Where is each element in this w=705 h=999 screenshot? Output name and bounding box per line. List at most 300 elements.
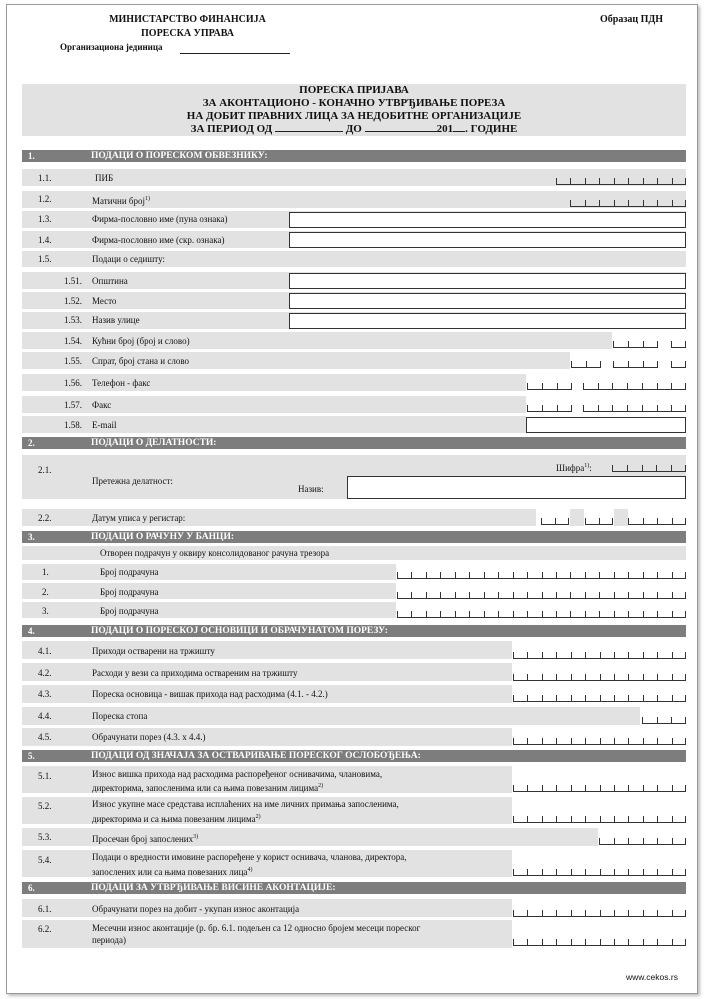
cell-tick bbox=[527, 738, 528, 744]
cell-tick bbox=[672, 738, 673, 744]
cell-tick bbox=[599, 572, 600, 578]
period-to-blank[interactable] bbox=[365, 131, 437, 132]
cell-tick bbox=[598, 405, 599, 411]
cell-tick bbox=[440, 592, 441, 598]
cell-tick bbox=[556, 178, 557, 184]
cell-tick bbox=[571, 652, 572, 658]
row-1-4-num: 1.4. bbox=[38, 235, 52, 245]
cell-tick bbox=[614, 816, 615, 822]
cell-tick bbox=[556, 695, 557, 701]
house-number-cells[interactable] bbox=[613, 337, 658, 348]
cell-tick bbox=[643, 178, 644, 184]
cell-tick bbox=[542, 674, 543, 680]
cell-tick bbox=[542, 611, 543, 617]
floor-cells[interactable] bbox=[571, 357, 601, 368]
row-3-intro-label: Отворен подрачун у оквиру консолидованог рачуна трезора bbox=[100, 548, 330, 558]
cell-tick bbox=[657, 383, 658, 389]
cell-tick bbox=[643, 341, 644, 347]
cell-tick bbox=[657, 674, 658, 680]
cell-tick bbox=[600, 652, 601, 658]
cell-tick bbox=[643, 910, 644, 916]
cell-tick bbox=[657, 592, 658, 598]
cell-tick bbox=[585, 674, 586, 680]
row-4-2-label: Расходи у вези са приходима оствареним на тржишту bbox=[92, 668, 298, 678]
cell-tick bbox=[685, 939, 686, 945]
cell-tick bbox=[527, 572, 528, 578]
cell-tick bbox=[614, 785, 615, 791]
row-1-56-label: Телефон - факс bbox=[92, 378, 151, 388]
cell-tick bbox=[643, 518, 644, 524]
section-3-header: 3. ПОДАЦИ О РАЧУНУ У БАНЦИ: bbox=[22, 531, 686, 543]
cell-tick bbox=[440, 572, 441, 578]
period-to-label: ДО bbox=[345, 123, 362, 135]
cell-tick bbox=[426, 572, 427, 578]
cell-tick bbox=[643, 652, 644, 658]
cell-tick bbox=[397, 572, 398, 578]
cell-tick bbox=[585, 695, 586, 701]
cell-tick bbox=[426, 611, 427, 617]
cell-tick bbox=[513, 738, 514, 744]
row-1-51-num: 1.51. bbox=[64, 276, 82, 286]
reg-date-day-cells[interactable] bbox=[541, 514, 569, 525]
section-1-header: 1. ПОДАЦИ О ПОРЕСКОМ ОБВЕЗНИКУ: bbox=[22, 150, 686, 162]
cell-tick bbox=[657, 405, 658, 411]
cell-tick bbox=[671, 383, 672, 389]
cell-tick bbox=[614, 939, 615, 945]
cell-tick bbox=[542, 695, 543, 701]
reg-date-year-cells[interactable] bbox=[628, 514, 686, 525]
cell-tick bbox=[643, 816, 644, 822]
cell-tick bbox=[527, 405, 528, 411]
cell-tick bbox=[527, 785, 528, 791]
cell-tick bbox=[513, 939, 514, 945]
cell-tick bbox=[614, 869, 615, 875]
cell-tick bbox=[642, 383, 643, 389]
cell-tick bbox=[542, 572, 543, 578]
cell-tick bbox=[600, 869, 601, 875]
activity-code-cells[interactable] bbox=[612, 461, 686, 472]
cell-tick bbox=[628, 838, 629, 844]
cell-tick bbox=[513, 572, 514, 578]
cell-tick bbox=[657, 838, 658, 844]
cell-tick bbox=[571, 361, 572, 367]
section-5-header: 5. ПОДАЦИ ОД ЗНАЧАЈА ЗА ОСТВАРИВАЊЕ ПОРЕСКОГ ОСЛОБОЂЕЊА: bbox=[22, 750, 686, 762]
cell-tick bbox=[527, 674, 528, 680]
cell-tick bbox=[685, 383, 686, 389]
cell-tick bbox=[556, 738, 557, 744]
cell-tick bbox=[657, 939, 658, 945]
row-6-2-num: 6.2. bbox=[38, 924, 52, 934]
cell-tick bbox=[672, 838, 673, 844]
cell-tick bbox=[612, 518, 613, 524]
cell-tick bbox=[685, 405, 686, 411]
cell-tick bbox=[672, 652, 673, 658]
cell-tick bbox=[585, 611, 586, 617]
row-6-2-label-line1: Месечни износ аконтације (р. бр. 6.1. подељен са 12 односно бројем месеци пореског bbox=[92, 923, 421, 933]
cell-tick bbox=[455, 592, 456, 598]
cell-tick bbox=[513, 592, 514, 598]
cell-tick bbox=[657, 652, 658, 658]
row-3-2-label: Број подрачуна bbox=[100, 587, 159, 597]
row-1-58-label: E-mail bbox=[92, 420, 117, 430]
cell-tick bbox=[556, 572, 557, 578]
cell-tick bbox=[614, 838, 615, 844]
cell-tick bbox=[628, 816, 629, 822]
cell-tick bbox=[614, 178, 615, 184]
cell-tick bbox=[556, 785, 557, 791]
cell-tick bbox=[411, 611, 412, 617]
cell-tick bbox=[685, 674, 686, 680]
cell-tick bbox=[484, 611, 485, 617]
place-field[interactable] bbox=[289, 293, 686, 309]
row-1-55-num: 1.55. bbox=[64, 356, 82, 366]
cell-tick bbox=[657, 695, 658, 701]
row-5-3-num: 5.3. bbox=[38, 832, 52, 842]
cell-tick bbox=[672, 869, 673, 875]
row-4-4-label: Пореска стопа bbox=[92, 711, 148, 721]
cell-tick bbox=[585, 200, 586, 206]
cell-tick bbox=[583, 383, 584, 389]
cell-tick bbox=[643, 200, 644, 206]
row-1-2-num: 1.2. bbox=[38, 194, 52, 204]
cell-tick bbox=[600, 939, 601, 945]
cell-tick bbox=[628, 695, 629, 701]
cell-tick bbox=[527, 611, 528, 617]
cell-tick bbox=[657, 200, 658, 206]
cell-tick bbox=[628, 738, 629, 744]
cell-tick bbox=[542, 652, 543, 658]
reg-date-sep-2 bbox=[614, 509, 628, 526]
cell-tick bbox=[556, 869, 557, 875]
row-1-58-num: 1.58. bbox=[64, 420, 82, 430]
cell-tick bbox=[586, 361, 587, 367]
cell-tick bbox=[672, 200, 673, 206]
row-3-1-label: Број подрачуна bbox=[100, 567, 159, 577]
cell-tick bbox=[583, 405, 584, 411]
cell-tick bbox=[556, 592, 557, 598]
cell-tick bbox=[613, 361, 614, 367]
row-6-1-num: 6.1. bbox=[38, 904, 52, 914]
tax-rate-cells[interactable] bbox=[642, 713, 686, 724]
cell-tick bbox=[685, 611, 686, 617]
cell-tick bbox=[542, 738, 543, 744]
row-5-2-label-line1: Износ укупне масе средстава исплаћених на име личних примања запосленима, bbox=[92, 799, 399, 809]
cell-tick bbox=[556, 939, 557, 945]
mb-cells[interactable] bbox=[570, 196, 686, 207]
cell-tick bbox=[585, 738, 586, 744]
street-field[interactable] bbox=[289, 313, 686, 329]
monthly-advance-cells[interactable] bbox=[513, 935, 686, 946]
cell-tick bbox=[571, 738, 572, 744]
title-line-3: НА ДОБИТ ПРАВНИХ ЛИЦА ЗА НЕДОБИТНЕ ОРГАНИЗАЦИЈЕ bbox=[186, 110, 522, 122]
section-6-header: 6. ПОДАЦИ ЗА УТВРЂИВАЊЕ ВИСИНЕ АКОНТАЦИЈЕ: bbox=[22, 882, 686, 894]
cell-tick bbox=[397, 611, 398, 617]
revenue-cells[interactable] bbox=[513, 648, 686, 659]
cell-tick bbox=[614, 910, 615, 916]
cell-tick bbox=[440, 611, 441, 617]
surplus-distributed-cells[interactable] bbox=[513, 781, 686, 792]
property-value-cells[interactable] bbox=[513, 865, 686, 876]
row-3-3-num: 3. bbox=[42, 606, 49, 616]
cell-tick bbox=[628, 611, 629, 617]
apartment-letter-cell[interactable] bbox=[671, 357, 686, 368]
row-1-57-num: 1.57. bbox=[64, 400, 82, 410]
cell-tick bbox=[571, 383, 572, 389]
row-5-4-label-line2: запослених или са њима повезаних лица$^{4)}$ bbox=[92, 867, 253, 877]
cell-tick bbox=[527, 939, 528, 945]
row-1-4-label: Фирма-пословно име (скр. ознака) bbox=[92, 235, 225, 245]
row-3-1 bbox=[22, 564, 396, 580]
cell-tick bbox=[599, 518, 600, 524]
cell-tick bbox=[685, 838, 686, 844]
cell-tick bbox=[628, 572, 629, 578]
email-field[interactable] bbox=[526, 417, 686, 433]
cell-tick bbox=[628, 869, 629, 875]
row-4-2-num: 4.2. bbox=[38, 668, 52, 678]
section-4-header: 4. ПОДАЦИ О ПОРЕСКОЈ ОСНОВИЦИ И ОБРАЧУНАТОМ ПОРЕЗУ: bbox=[22, 625, 686, 637]
cell-tick bbox=[672, 518, 673, 524]
row-1-1-num: 1.1. bbox=[38, 173, 52, 183]
row-2-1-num: 2.1. bbox=[38, 465, 52, 475]
cell-tick bbox=[542, 910, 543, 916]
apartment-cells[interactable] bbox=[613, 357, 658, 368]
cell-tick bbox=[484, 572, 485, 578]
cell-tick bbox=[657, 869, 658, 875]
row-1-1-label: ПИБ bbox=[95, 173, 114, 183]
cell-tick bbox=[672, 816, 673, 822]
cell-tick bbox=[672, 674, 673, 680]
row-3-1-num: 1. bbox=[42, 567, 49, 577]
cell-tick bbox=[643, 572, 644, 578]
cell-tick bbox=[585, 816, 586, 822]
cell-tick bbox=[628, 341, 629, 347]
row-5-1-num: 5.1. bbox=[38, 771, 52, 781]
cell-tick bbox=[571, 869, 572, 875]
activity-code-label: Шифра$^{1)}$: bbox=[556, 463, 592, 473]
cell-tick bbox=[600, 674, 601, 680]
cell-tick bbox=[671, 341, 672, 347]
section-2-header: 2. ПОДАЦИ О ДЕЛАТНОСТИ: bbox=[22, 437, 686, 449]
cell-tick bbox=[599, 838, 600, 844]
pib-cells[interactable] bbox=[556, 174, 686, 185]
expenses-cells[interactable] bbox=[513, 670, 686, 681]
phone-number-cells[interactable] bbox=[583, 379, 686, 390]
cell-tick bbox=[585, 910, 586, 916]
period-from-label: ЗА ПЕРИОД ОД bbox=[190, 123, 273, 135]
cell-tick bbox=[628, 785, 629, 791]
cell-tick bbox=[585, 785, 586, 791]
cell-tick bbox=[469, 572, 470, 578]
cell-tick bbox=[657, 178, 658, 184]
row-4-5-num: 4.5. bbox=[38, 732, 52, 742]
calculated-tax-cells[interactable] bbox=[513, 734, 686, 745]
tax-admin-heading: ПОРЕСКА УПРАВА bbox=[141, 28, 234, 39]
cell-tick bbox=[628, 361, 629, 367]
cell-tick bbox=[542, 405, 543, 411]
cell-tick bbox=[542, 869, 543, 875]
cell-tick bbox=[613, 341, 614, 347]
row-5-1-label-line2: директорима, запосленима или са њима повезаним лицима$^{2)}$ bbox=[92, 783, 324, 793]
fax-number-cells[interactable] bbox=[583, 401, 686, 412]
cell-tick bbox=[527, 652, 528, 658]
cell-tick bbox=[685, 178, 686, 184]
cell-tick bbox=[685, 361, 686, 367]
cell-tick bbox=[612, 465, 613, 471]
cell-tick bbox=[657, 785, 658, 791]
phone-prefix-cells[interactable] bbox=[527, 379, 572, 390]
year-blank[interactable] bbox=[453, 131, 465, 132]
row-5-3-label: Просечан број запослених$^{3)}$ bbox=[92, 834, 199, 844]
ministry-heading: МИНИСТАРСТВО ФИНАНСИЈА bbox=[109, 14, 266, 25]
cell-tick bbox=[542, 383, 543, 389]
row-1-5-num: 1.5. bbox=[38, 254, 52, 264]
cell-tick bbox=[426, 592, 427, 598]
tax-base-cells[interactable] bbox=[513, 691, 686, 702]
org-unit-label: Организациона јединица bbox=[60, 42, 163, 52]
cell-tick bbox=[672, 611, 673, 617]
cell-tick bbox=[556, 910, 557, 916]
cell-tick bbox=[643, 939, 644, 945]
title-line-2: ЗА АКОНТАЦИОНО - КОНАЧНО УТВРЂИВАЊЕ ПОРЕЗА bbox=[202, 97, 506, 109]
cell-tick bbox=[557, 383, 558, 389]
total-advance-cells[interactable] bbox=[513, 906, 686, 917]
cell-tick bbox=[411, 592, 412, 598]
row-3-3-label: Број подрачуна bbox=[100, 606, 159, 616]
cell-tick bbox=[656, 465, 657, 471]
row-1-3-num: 1.3. bbox=[38, 214, 52, 224]
cell-tick bbox=[614, 695, 615, 701]
row-6-2-label-line2: периода) bbox=[92, 935, 126, 945]
account-3-cells[interactable] bbox=[397, 607, 686, 618]
activity-name-field[interactable] bbox=[347, 476, 686, 499]
salary-mass-cells[interactable] bbox=[513, 812, 686, 823]
cell-tick bbox=[628, 518, 629, 524]
period-from-blank[interactable] bbox=[275, 131, 343, 132]
cell-tick bbox=[642, 717, 643, 723]
cell-tick bbox=[671, 361, 672, 367]
cell-tick bbox=[556, 674, 557, 680]
cell-tick bbox=[671, 465, 672, 471]
cell-tick bbox=[643, 592, 644, 598]
cell-tick bbox=[628, 178, 629, 184]
cell-tick bbox=[685, 518, 686, 524]
row-1-3-label: Фирма-пословно име (пуна ознака) bbox=[92, 214, 228, 224]
cell-tick bbox=[671, 717, 672, 723]
row-4-1-label: Приходи остварени на тржишту bbox=[92, 646, 215, 656]
row-1-55-label: Спрат, број стана и слово bbox=[92, 356, 190, 366]
cell-tick bbox=[657, 361, 658, 367]
cell-tick bbox=[627, 405, 628, 411]
cell-tick bbox=[513, 816, 514, 822]
cell-tick bbox=[672, 910, 673, 916]
cell-tick bbox=[555, 518, 556, 524]
cell-tick bbox=[527, 383, 528, 389]
activity-name-label: Назив: bbox=[298, 484, 324, 494]
account-2-cells[interactable] bbox=[397, 588, 686, 599]
cell-tick bbox=[556, 611, 557, 617]
cell-tick bbox=[685, 816, 686, 822]
reg-date-sep-1 bbox=[570, 509, 584, 526]
cell-tick bbox=[685, 910, 686, 916]
avg-employees-cells[interactable] bbox=[599, 834, 686, 845]
row-2-2-label: Датум уписа у регистар: bbox=[92, 513, 186, 523]
house-letter-cell[interactable] bbox=[671, 337, 686, 348]
cell-tick bbox=[600, 695, 601, 701]
cell-tick bbox=[571, 405, 572, 411]
cell-tick bbox=[527, 910, 528, 916]
cell-tick bbox=[600, 738, 601, 744]
full-name-field[interactable] bbox=[289, 212, 686, 228]
cell-tick bbox=[585, 869, 586, 875]
account-1-cells[interactable] bbox=[397, 568, 686, 579]
cell-tick bbox=[557, 405, 558, 411]
row-3-3 bbox=[22, 602, 396, 618]
cell-tick bbox=[568, 518, 569, 524]
cell-tick bbox=[685, 717, 686, 723]
cell-tick bbox=[614, 200, 615, 206]
cell-tick bbox=[599, 200, 600, 206]
row-1-52-num: 1.52. bbox=[64, 296, 82, 306]
cell-tick bbox=[657, 717, 658, 723]
row-5-4-label-line1: Подаци о вредности имовине распоређене у корист оснивача, чланова, директора, bbox=[92, 852, 407, 862]
cell-tick bbox=[627, 383, 628, 389]
cell-tick bbox=[484, 592, 485, 598]
row-3-2-num: 2. bbox=[42, 587, 49, 597]
cell-tick bbox=[672, 785, 673, 791]
cell-tick bbox=[599, 592, 600, 598]
cell-tick bbox=[685, 200, 686, 206]
cell-tick bbox=[628, 592, 629, 598]
cell-tick bbox=[570, 611, 571, 617]
cell-tick bbox=[642, 465, 643, 471]
cell-tick bbox=[672, 939, 673, 945]
row-1-52-label: Место bbox=[92, 296, 117, 306]
cell-tick bbox=[614, 652, 615, 658]
short-name-field[interactable] bbox=[289, 232, 686, 248]
cell-tick bbox=[614, 738, 615, 744]
cell-tick bbox=[614, 592, 615, 598]
cell-tick bbox=[643, 838, 644, 844]
cell-tick bbox=[685, 465, 686, 471]
cell-tick bbox=[614, 674, 615, 680]
fax-prefix-cells[interactable] bbox=[527, 401, 572, 412]
cell-tick bbox=[571, 674, 572, 680]
row-1-51-label: Општина bbox=[92, 276, 128, 286]
cell-tick bbox=[685, 695, 686, 701]
reg-date-month-cells[interactable] bbox=[585, 514, 613, 525]
cell-tick bbox=[455, 611, 456, 617]
cell-tick bbox=[643, 361, 644, 367]
cell-tick bbox=[657, 572, 658, 578]
footer-site[interactable]: www.cekos.rs bbox=[626, 972, 678, 982]
municipality-field[interactable] bbox=[289, 273, 686, 289]
cell-tick bbox=[570, 572, 571, 578]
cell-tick bbox=[411, 572, 412, 578]
cell-tick bbox=[498, 611, 499, 617]
row-4-4-num: 4.4. bbox=[38, 711, 52, 721]
cell-tick bbox=[628, 674, 629, 680]
org-unit-line[interactable] bbox=[180, 53, 290, 54]
cell-tick bbox=[542, 592, 543, 598]
cell-tick bbox=[570, 200, 571, 206]
cell-tick bbox=[513, 652, 514, 658]
cell-tick bbox=[571, 695, 572, 701]
cell-tick bbox=[571, 939, 572, 945]
row-1-5-label: Подаци о седишту: bbox=[92, 254, 165, 264]
cell-tick bbox=[685, 652, 686, 658]
cell-tick bbox=[643, 695, 644, 701]
row-4-3-num: 4.3. bbox=[38, 689, 52, 699]
